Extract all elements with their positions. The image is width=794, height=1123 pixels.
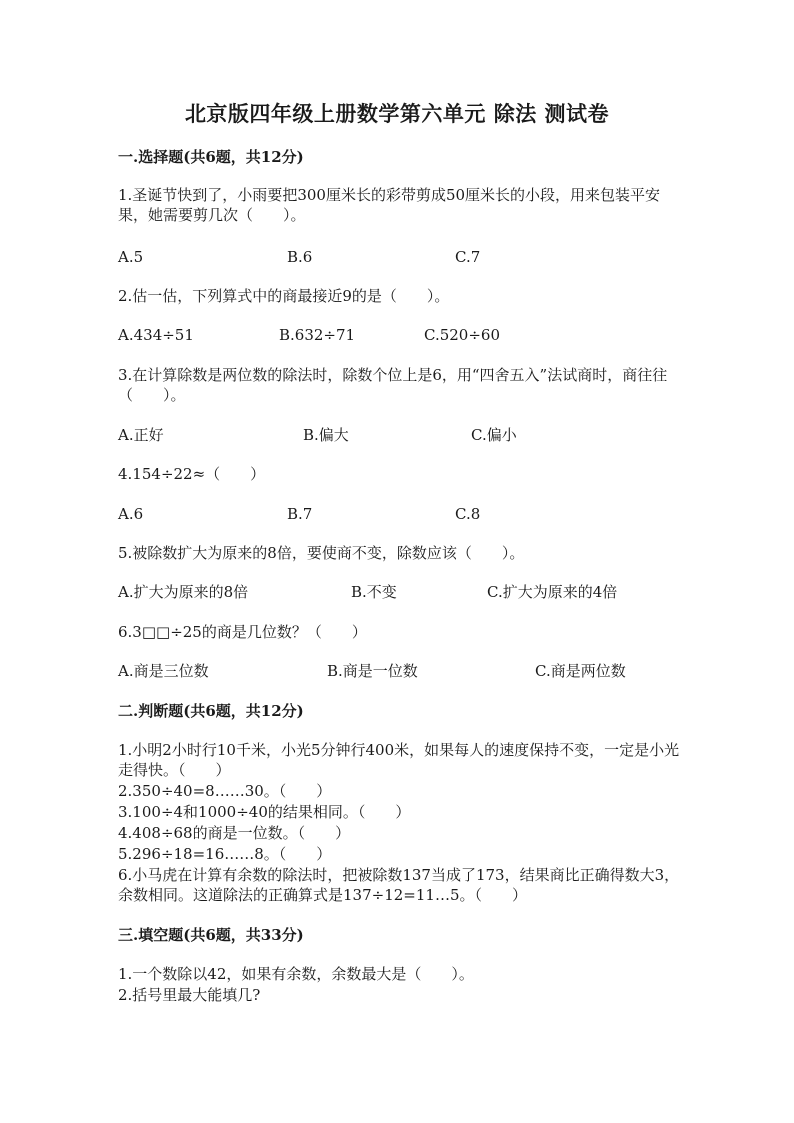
question-6: 6.3□□÷25的商是几位数？（ ） bbox=[118, 623, 367, 641]
section-heading-judge: 二.判断题(共6题，共12分) bbox=[118, 702, 304, 720]
question-5: 5.被除数扩大为原来的8倍，要使商不变，除数应该（ ）。 bbox=[118, 544, 525, 562]
fill-item-2: 2.括号里最大能填几? bbox=[118, 986, 261, 1004]
option-c: C.520÷60 bbox=[424, 326, 500, 344]
judge-item-5: 5.296÷18=16……8。（ ） bbox=[118, 845, 332, 863]
section-heading-fill: 三.填空题(共6题，共33分) bbox=[118, 926, 304, 944]
option-b: B.偏大 bbox=[303, 426, 349, 444]
option-a: A.6 bbox=[118, 505, 144, 523]
option-a: A.商是三位数 bbox=[118, 662, 209, 680]
question-1: 1.圣诞节快到了，小雨要把300厘米长的彩带剪成50厘米长的小段，用来包装平安果，她需要剪几次（ ）。 bbox=[118, 186, 661, 224]
judge-item-6: 6.小马虎在计算有余数的除法时，把被除数137当成了173，结果商比正确得数大3，余数相同。这道除法的正确算式是137÷12=11…5。（ ） bbox=[118, 866, 680, 904]
judge-item-3: 3.100÷4和1000÷40的结果相同。（ ） bbox=[118, 803, 411, 821]
option-c: C.偏小 bbox=[471, 426, 517, 444]
option-a: A.正好 bbox=[118, 426, 164, 444]
question-3: 3.在计算除数是两位数的除法时，除数个位上是6，用“四舍五入”法试商时，商往往（ ）。 bbox=[118, 366, 668, 404]
option-c: C.7 bbox=[455, 248, 481, 266]
question-2: 2.估一估，下列算式中的商最接近9的是（ ）。 bbox=[118, 287, 450, 305]
option-c: C.扩大为原来的4倍 bbox=[487, 583, 618, 601]
judge-item-2: 2.350÷40=8……30。（ ） bbox=[118, 782, 332, 800]
judge-item-4: 4.408÷68的商是一位数。（ ） bbox=[118, 824, 351, 842]
option-a: A.扩大为原来的8倍 bbox=[118, 583, 249, 601]
option-b: B.632÷71 bbox=[279, 326, 356, 344]
option-b: B.6 bbox=[287, 248, 313, 266]
option-a: A.434÷51 bbox=[118, 326, 194, 344]
option-c: C.8 bbox=[455, 505, 481, 523]
option-b: B.7 bbox=[287, 505, 313, 523]
option-a: A.5 bbox=[118, 248, 144, 266]
question-4: 4.154÷22≈（ ） bbox=[118, 465, 266, 483]
option-c: C.商是两位数 bbox=[535, 662, 626, 680]
option-b: B.不变 bbox=[351, 583, 397, 601]
page-title: 北京版四年级上册数学第六单元 除法 测试卷 bbox=[184, 101, 610, 126]
option-b: B.商是一位数 bbox=[327, 662, 418, 680]
judge-item-1: 1.小明2小时行10千米，小光5分钟行400米，如果每人的速度保持不变，一定是小光走得快。（ ） bbox=[118, 741, 680, 779]
section-heading-choice: 一.选择题(共6题，共12分) bbox=[118, 148, 304, 166]
fill-item-1: 1.一个数除以42，如果有余数，余数最大是（ ）。 bbox=[118, 965, 474, 983]
